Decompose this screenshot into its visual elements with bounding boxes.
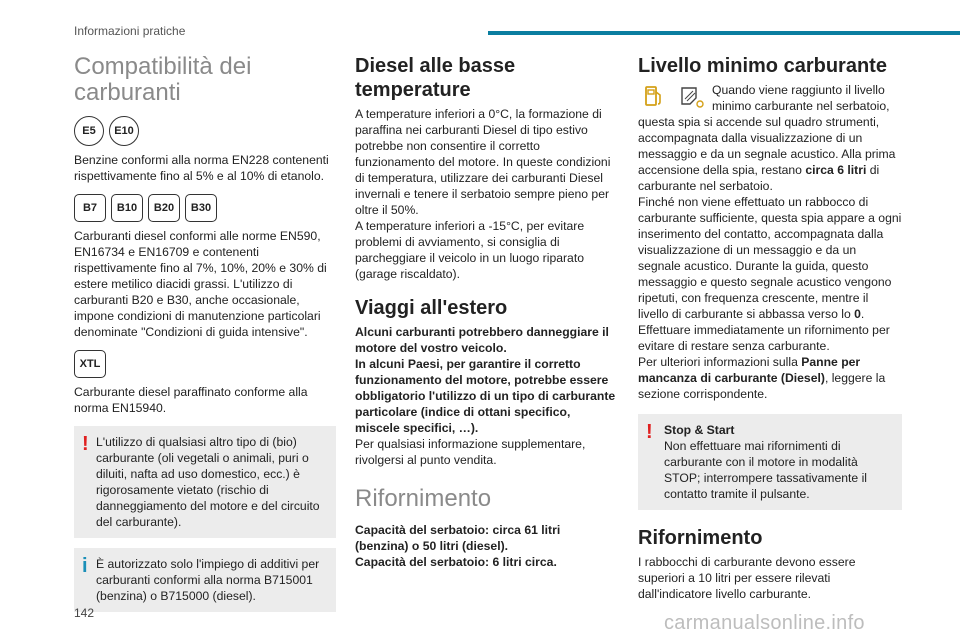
min-fuel-intro: Quando viene raggiunto il livello minimo carburante nel serbatoio, questa spia si accende sul quadro strumenti, accompagnata dalla visualizzazione di un messaggio e da un segnale acustico. Alla prima accensione della spia, restano	[638, 83, 896, 177]
section-title-abroad: Viaggi all'estero	[355, 297, 508, 319]
badge-b30: B30	[185, 194, 217, 222]
info-icon: i	[82, 555, 88, 577]
warning-text: L'utilizzo di qualsiasi altro tipo di (bio) carburante (oli vegetali o animali, puri o diluiti, nafta ad uso domestico, ecc.) è rigorosamente vietato (rischio di danneggiamento del motore e del circuito del carburante).	[96, 435, 320, 529]
badge-b10: B10	[111, 194, 143, 222]
fuel-pump-icon	[638, 82, 670, 110]
warning-icon: !	[82, 433, 89, 455]
min-fuel-icons	[638, 82, 706, 110]
info-text: È autorizzato solo l'impiego di additivi per carburanti conformi alla norma B715001 (benzina) o B715000 (diesel).	[96, 557, 320, 603]
para-abroad-bold-2: In alcuni Paesi, per garantire il corretto funzionamento del motore, potrebbe essere obbligatorio l'utilizzo di un tipo di carburante particolare (indice di ottani specifico, miscele specifici, …).	[355, 357, 616, 435]
section-title-fuel-compatibility: Compatibilità dei carburanti	[74, 53, 252, 106]
column-fuel-compatibility	[74, 54, 336, 622]
para-tank-capacity: Capacità del serbatoio: circa 61 litri (benzina) o 50 litri (diesel).	[355, 523, 561, 553]
para-diesel: Carburanti diesel conformi alle norme EN590, EN16734 e EN16709 e contenenti rispettivamente fino al 7%, 10%, 20% e 30% di estere metilico diacidi grassi. L'utilizzo di carburanti B20 e B30, anche occasionale, impone condizioni di manutenzione particolari denominate "Condizioni di guida intensive".	[74, 229, 327, 339]
para-min-fuel-2	[638, 194, 902, 322]
para-tank-capacity-2: Capacità del serbatoio: 6 litri circa.	[355, 555, 557, 569]
para-abroad-info: Per qualsiasi informazione supplementare, rivolgersi al punto vendita.	[355, 437, 586, 467]
badge-e5: E5	[74, 116, 104, 146]
min-fuel-intro-end: di carburante nel serbatoio.	[638, 163, 880, 193]
min-fuel-repeat: Finché non viene effettuato un rabbocco di carburante sufficiente, questa spia appare a ogni inserimento del contatto, accompagnata dalla visualizzazione di un messaggio e da un segnale acustico. Durante la guida, questo messaggio e questo segnale acustico vengono ripetuti, con frequenza crescente, mentre il livello di carburante si abbassa verso lo	[638, 195, 902, 321]
stop-start-warning-box	[638, 414, 902, 510]
warning-box	[74, 426, 336, 538]
breakdown-ref-start: Per ulteriori informazioni sulla	[638, 355, 802, 369]
header-accent-bar	[488, 31, 960, 35]
breakdown-ref-title: Panne per mancanza di carburante (Diesel)	[638, 355, 861, 385]
para-refuel: I rabbocchi di carburante devono essere superiori a 10 litri per essere rilevati dall'indicatore livello carburante.	[638, 555, 856, 601]
stop-start-title: Stop & Start	[664, 423, 735, 437]
page-number: 142	[74, 606, 95, 620]
badge-b7: B7	[74, 194, 106, 222]
warning-icon: !	[646, 421, 653, 443]
section-title-diesel-cold: Diesel alle basse temperature	[355, 55, 516, 101]
badge-row-xtl	[74, 350, 336, 378]
min-fuel-zero: 0	[854, 307, 861, 321]
para-diesel-cold-2: A temperature inferiori a -15°C, per evitare problemi di avviamento, si consiglia di parcheggiare il veicolo in un luogo riparato (garage riscaldato).	[355, 219, 585, 281]
badge-row-diesel	[74, 194, 336, 222]
badge-xtl: XTL	[74, 350, 106, 378]
header-title: Informazioni pratiche	[74, 24, 186, 38]
sound-alert-icon	[674, 82, 706, 110]
badge-row-petrol	[74, 116, 336, 146]
section-title-refuel-light: Rifornimento	[355, 485, 492, 512]
para-diesel-cold-1: A temperature inferiori a 0°C, la formazione di paraffina nei carburanti Diesel di tipo estivo potrebbe non consentire il corretto funzionamento del motore. In queste condizioni di temperatura, utilizzare dei carburanti Diesel invernali e tenere il serbatoio sempre pieno per oltre il 50%.	[355, 107, 611, 217]
watermark: carmanualsonline.info	[664, 612, 865, 634]
para-min-fuel-3: Effettuare immediatamente un rifornimento per evitare di restare senza carburante.	[638, 323, 890, 353]
badge-b20: B20	[148, 194, 180, 222]
section-title-refuel: Rifornimento	[638, 527, 763, 549]
para-abroad-bold-1: Alcuni carburanti potrebbero danneggiare il motore del vostro veicolo.	[355, 325, 609, 355]
min-fuel-litres: circa 6 litri	[805, 163, 867, 177]
section-title-min-fuel: Livello minimo carburante	[638, 55, 887, 77]
column-min-fuel	[638, 54, 902, 602]
para-petrol: Benzine conformi alla norma EN228 contenenti rispettivamente fino al 5% e al 10% di etanolo.	[74, 153, 329, 183]
stop-start-text: Non effettuare mai rifornimenti di carburante con il motore in modalità STOP; interrompere tassativamente il contatto tramite il pulsante.	[664, 439, 867, 501]
min-fuel-repeat-end: .	[860, 307, 865, 321]
para-xtl: Carburante diesel paraffinato conforme alla norma EN15940.	[74, 385, 308, 415]
column-diesel-travel	[355, 54, 617, 570]
info-box	[74, 548, 336, 612]
para-min-fuel-4	[638, 354, 902, 402]
badge-e10: E10	[109, 116, 139, 146]
breakdown-ref-end: , leggere la sezione corrispondente.	[638, 371, 886, 401]
